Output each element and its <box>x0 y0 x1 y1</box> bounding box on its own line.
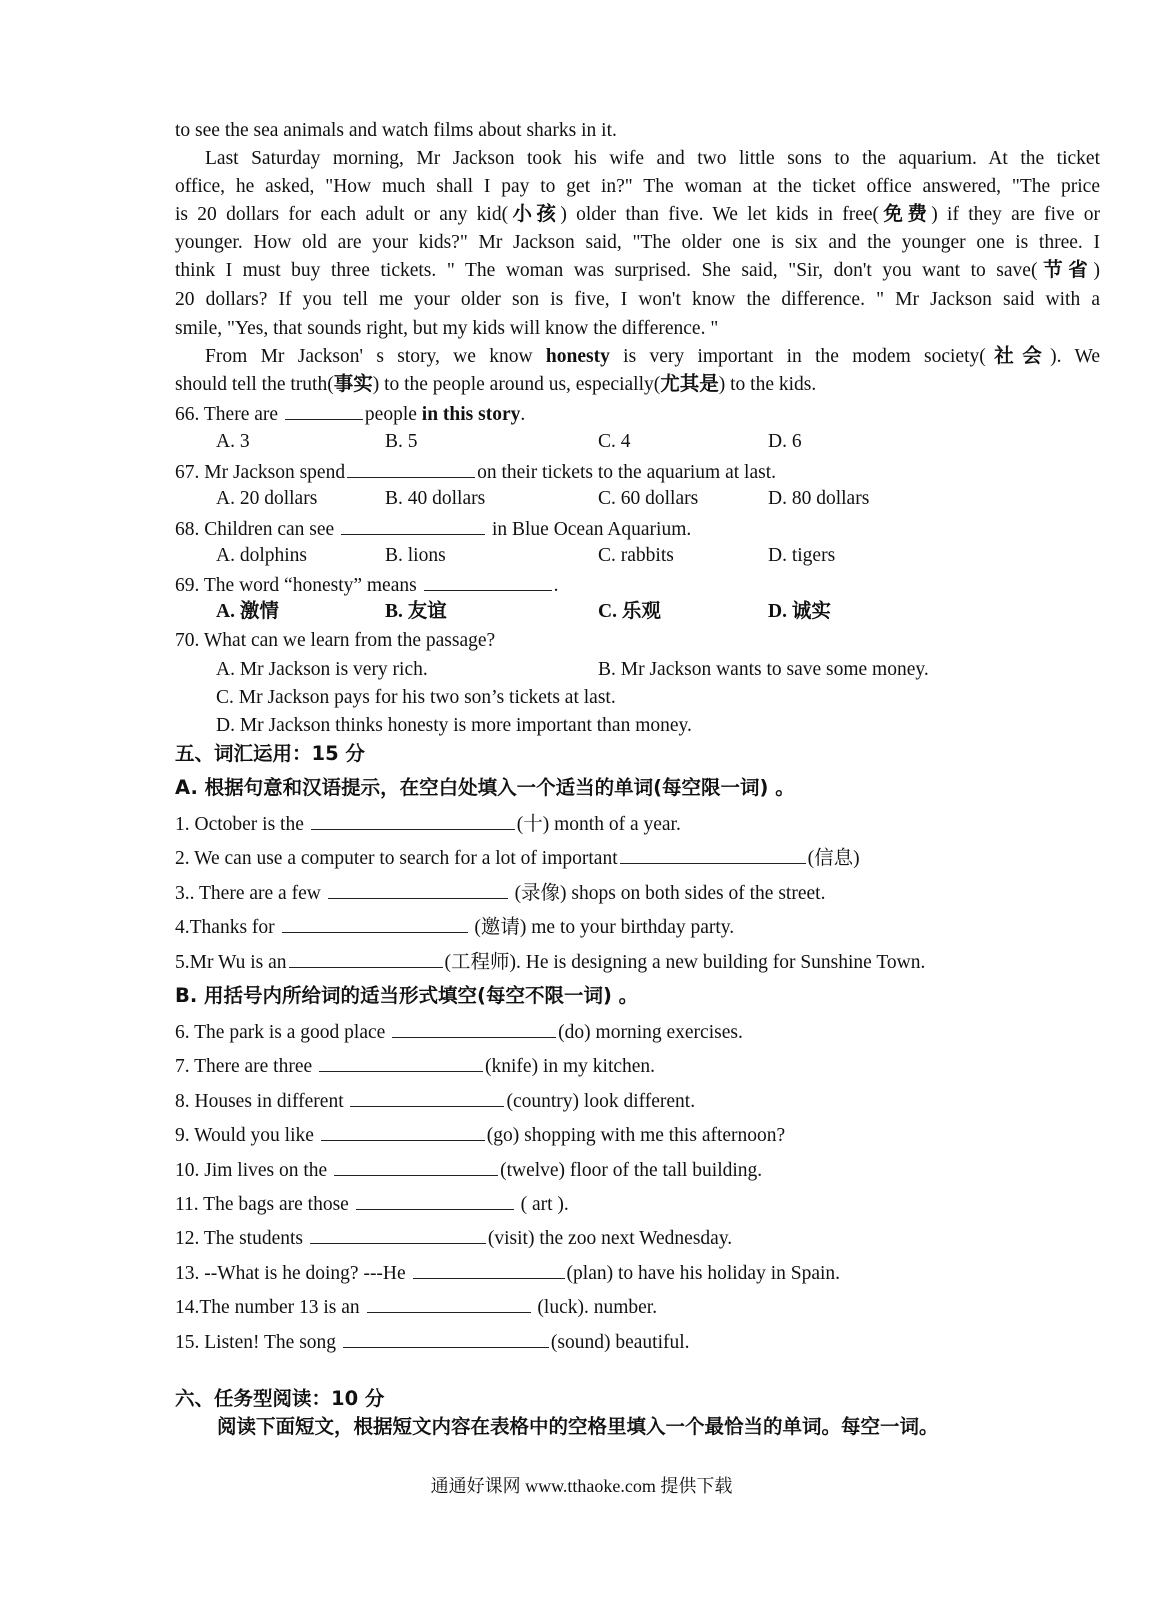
item-text: (do) morning exercises. <box>558 1022 743 1043</box>
option-c[interactable]: C. rabbits <box>598 545 674 566</box>
question-69 <box>175 572 1100 598</box>
form-item-8 <box>175 1088 1100 1114</box>
item-text: 14.The number 13 is an <box>175 1297 365 1318</box>
item-text: (录像) shops on both sides of the street. <box>509 883 826 904</box>
section-instruction: 阅读下面短文，根据短文内容在表格中的空格里填入一个最恰当的单词。每空一词。 <box>217 1415 939 1438</box>
item-text: (knife) in my kitchen. <box>485 1056 656 1077</box>
section-heading: 六、任务型阅读：10 分 <box>175 1387 385 1410</box>
item-text: (country) look different. <box>506 1091 696 1112</box>
gloss-text: 免费 <box>879 204 932 225</box>
question-70 <box>175 629 1100 653</box>
item-text: (visit) the zoo next Wednesday. <box>487 1228 733 1249</box>
option-a[interactable]: A. 20 dollars <box>216 488 318 509</box>
passage-line <box>175 317 1100 341</box>
vocab-item-1 <box>175 811 1100 837</box>
passage-text: Last Saturday morning, Mr Jackson took his wife and two little sons to the aquarium. At the ticket <box>205 148 1100 169</box>
item-text: 3.. There are a few <box>175 883 326 904</box>
passage-text: From Mr Jackson' s story, we know <box>205 346 546 367</box>
vocab-item-5 <box>175 949 1100 975</box>
answer-blank[interactable] <box>289 949 443 968</box>
answer-blank[interactable] <box>367 1294 531 1313</box>
question-text: people <box>364 404 422 425</box>
option-c[interactable]: C. Mr Jackson pays for his two son’s tickets at last. <box>216 687 616 708</box>
passage-line <box>175 259 1100 283</box>
section-heading: 五、词汇运用：15 分 <box>175 742 365 765</box>
item-text: 2. We can use a computer to search for a lot of important <box>175 848 618 869</box>
item-text: 7. There are three <box>175 1056 318 1077</box>
option-b[interactable]: B. Mr Jackson wants to save some money. <box>598 659 929 680</box>
answer-blank[interactable] <box>341 516 485 535</box>
answer-blank[interactable] <box>343 1329 549 1348</box>
option-a[interactable]: A. 3 <box>216 431 250 452</box>
option-d[interactable]: D. 6 <box>768 431 802 452</box>
passage-text: to see the sea animals and watch films about sharks in it. <box>175 120 617 141</box>
vocab-item-3 <box>175 880 1100 906</box>
gloss-text: 节省 <box>1037 260 1094 281</box>
item-text: (sound) beautiful. <box>550 1332 690 1353</box>
passage-line <box>175 288 1100 312</box>
item-text: (信息) <box>807 848 860 869</box>
item-text: 8. Houses in different <box>175 1091 349 1112</box>
option-c[interactable]: C. 60 dollars <box>598 488 699 509</box>
page-footer: 通通好课网 www.tthaoke.com 提供下载 <box>430 1476 733 1496</box>
question-text: 67. Mr Jackson spend <box>175 462 346 483</box>
item-text: (twelve) floor of the tall building. <box>500 1160 763 1181</box>
form-item-10 <box>175 1157 1100 1183</box>
passage-text: ). We <box>1050 346 1100 367</box>
form-item-6 <box>175 1019 1100 1045</box>
passage-line <box>175 203 1100 227</box>
option-a[interactable]: A. 激情 <box>216 601 279 622</box>
passage-text: ) older than five. We let kids in free( <box>560 204 880 225</box>
form-item-13 <box>175 1260 1100 1286</box>
passage-text: is very important in the modem society( <box>609 346 986 367</box>
gloss-text: 事实 <box>333 374 373 395</box>
option-d[interactable]: D. 诚实 <box>768 601 831 622</box>
gloss-text: 小孩 <box>508 204 561 225</box>
item-text: (工程师). He is designing a new building for Sunshine Town. <box>444 952 926 973</box>
option-c[interactable]: C. 4 <box>598 431 631 452</box>
form-item-11 <box>175 1191 1100 1217</box>
option-b[interactable]: B. 40 dollars <box>385 488 486 509</box>
option-a[interactable]: A. dolphins <box>216 545 308 566</box>
form-item-9 <box>175 1122 1100 1148</box>
answer-blank[interactable] <box>620 845 806 864</box>
item-text: 1. October is the <box>175 814 309 835</box>
question-text: 70. What can we learn from the passage? <box>175 630 496 651</box>
option-d[interactable]: D. Mr Jackson thinks honesty is more important than money. <box>216 715 692 736</box>
item-text: 4.Thanks for <box>175 917 280 938</box>
question-67 <box>175 459 1100 485</box>
passage-text: think I must buy three tickets. " The woman was surprised. She said, "Sir, don't you want to save( <box>175 260 1038 281</box>
passage-text: should tell the truth( <box>175 374 334 395</box>
item-text: (plan) to have his holiday in Spain. <box>566 1263 841 1284</box>
passage-line <box>175 373 1100 397</box>
passage-line <box>175 231 1100 255</box>
passage-text: ) to the people around us, especially( <box>372 374 661 395</box>
passage-line <box>205 345 1100 369</box>
item-text: (十) month of a year. <box>516 814 681 835</box>
form-item-7 <box>175 1053 1100 1079</box>
answer-blank[interactable] <box>282 914 468 933</box>
question-text: in Blue Ocean Aquarium. <box>487 519 692 540</box>
answer-blank[interactable] <box>328 880 508 899</box>
item-text: 15. Listen! The song <box>175 1332 341 1353</box>
passage-text: 20 dollars? If you tell me your older son is five, I won't know the difference. " Mr Jackson said with a <box>175 289 1100 310</box>
answer-blank[interactable] <box>350 1088 504 1107</box>
answer-blank[interactable] <box>424 572 552 591</box>
item-text: 10. Jim lives on the <box>175 1160 333 1181</box>
option-b[interactable]: B. 5 <box>385 431 418 452</box>
form-item-15 <box>175 1329 1100 1355</box>
question-text: 69. The word “honesty” means <box>175 575 422 596</box>
answer-blank[interactable] <box>347 459 475 478</box>
answer-blank[interactable] <box>413 1260 565 1279</box>
passage-text: smile, "Yes, that sounds right, but my kids will know the difference. " <box>175 318 719 339</box>
question-text: . <box>520 404 526 425</box>
answer-blank[interactable] <box>285 401 363 420</box>
part-a-instruction: A. 根据句意和汉语提示，在空白处填入一个适当的单词(每空限一词) 。 <box>175 776 795 799</box>
passage-line <box>175 119 1100 143</box>
question-68 <box>175 516 1100 542</box>
item-text: 6. The park is a good place <box>175 1022 391 1043</box>
question-66 <box>175 401 1100 427</box>
answer-blank[interactable] <box>392 1019 556 1038</box>
passage-text: is 20 dollars for each adult or any kid( <box>175 204 509 225</box>
item-text: 11. The bags are those <box>175 1194 354 1215</box>
item-text: (邀请) me to your birthday party. <box>469 917 735 938</box>
question-text: . <box>553 575 559 596</box>
option-d[interactable]: D. tigers <box>768 545 836 566</box>
item-text: (luck). number. <box>532 1297 658 1318</box>
answer-blank[interactable] <box>321 1122 485 1141</box>
question-text: on their tickets to the aquarium at last. <box>477 462 776 483</box>
item-text: 13. --What is he doing? ---He <box>175 1263 411 1284</box>
passage-text: ) if they are five or <box>931 204 1100 225</box>
question-text: 68. Children can see <box>175 519 340 540</box>
option-c[interactable]: C. 乐观 <box>598 601 661 622</box>
gloss-text: 尤其是 <box>660 374 719 395</box>
passage-text: office, he asked, "How much shall I pay to get in?" The woman at the ticket office answered, "The price <box>175 176 1100 197</box>
option-a[interactable]: A. Mr Jackson is very rich. <box>216 659 428 680</box>
keyword-text: honesty <box>545 346 610 367</box>
form-item-12 <box>175 1225 1100 1251</box>
item-text: 12. The students <box>175 1228 308 1249</box>
vocab-item-4 <box>175 914 1100 940</box>
answer-blank[interactable] <box>319 1053 483 1072</box>
passage-text: ) <box>1093 260 1100 281</box>
item-text: 5.Mr Wu is an <box>175 952 287 973</box>
item-text: 9. Would you like <box>175 1125 319 1146</box>
option-d[interactable]: D. 80 dollars <box>768 488 870 509</box>
passage-text: ) to the kids. <box>718 374 817 395</box>
answer-blank[interactable] <box>311 811 515 830</box>
passage-line <box>175 175 1100 199</box>
passage-line <box>205 147 1100 171</box>
gloss-text: 社会 <box>985 346 1051 367</box>
vocab-item-2 <box>175 845 1100 871</box>
answer-blank[interactable] <box>310 1225 486 1244</box>
option-b[interactable]: B. 友谊 <box>385 601 447 622</box>
passage-text: younger. How old are your kids?" Mr Jackson said, "The older one is six and the younger one is three. I <box>175 232 1100 253</box>
question-text: 66. There are <box>175 404 283 425</box>
answer-blank[interactable] <box>334 1157 498 1176</box>
item-text: (go) shopping with me this afternoon? <box>486 1125 786 1146</box>
question-text: in this story <box>421 404 521 425</box>
part-b-instruction: B. 用括号内所给词的适当形式填空(每空不限一词) 。 <box>175 984 639 1007</box>
form-item-14 <box>175 1294 1100 1320</box>
answer-blank[interactable] <box>356 1191 514 1210</box>
option-b[interactable]: B. lions <box>385 545 446 566</box>
item-text: ( art ). <box>515 1194 569 1215</box>
